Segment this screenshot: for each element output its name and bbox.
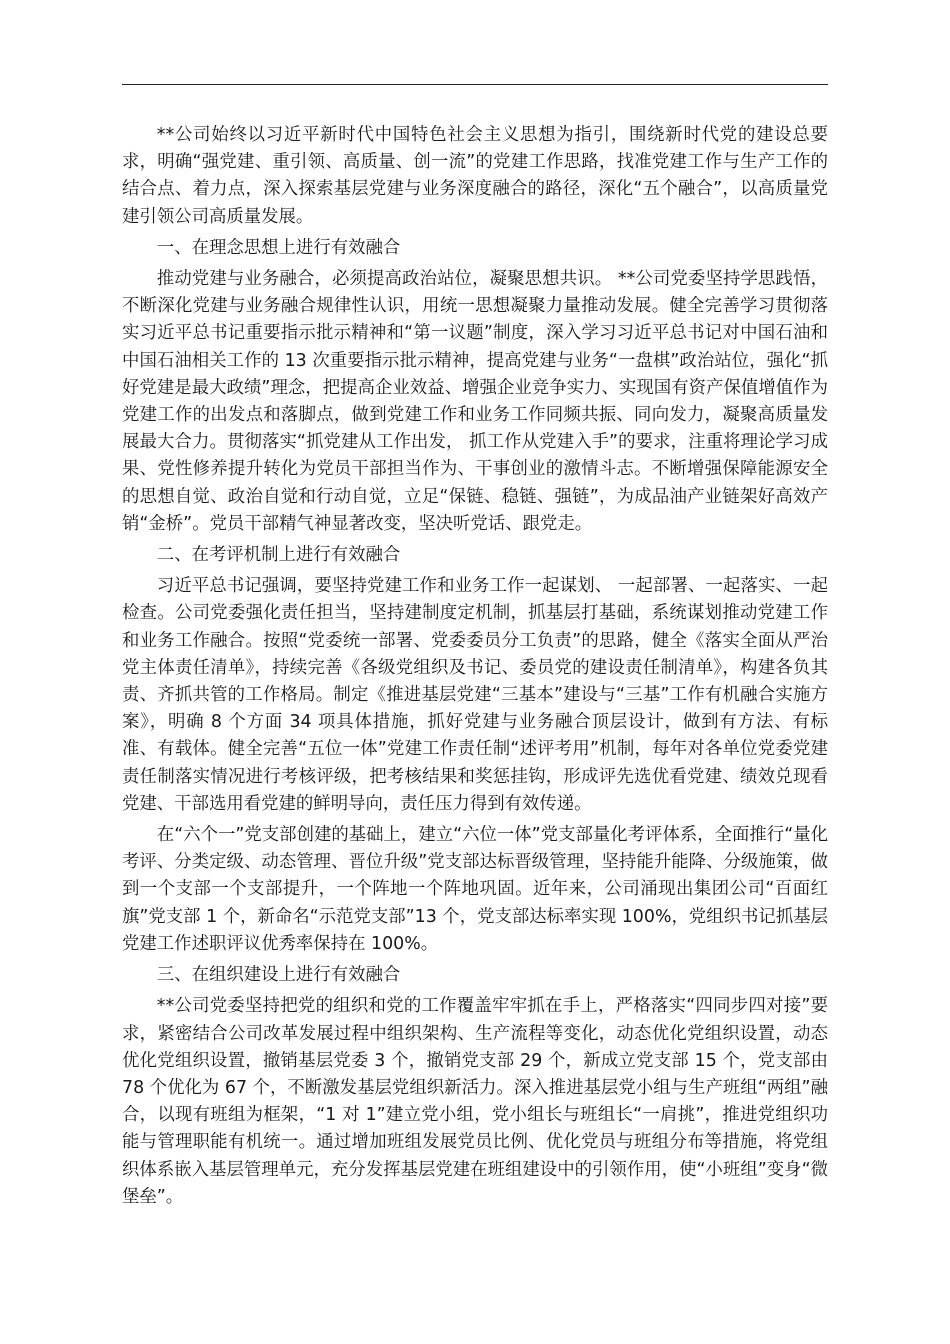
header-rule	[122, 84, 828, 85]
document-body	[122, 122, 828, 1211]
section-heading-3: 三、在组织建设上进行有效融合	[156, 965, 401, 986]
section-heading-1: 一、在理念思想上进行有效融合	[156, 237, 401, 258]
section-2-paragraph-1: 习近平总书记强调，要坚持党建工作和业务工作一起谋划、 一起部署、一起落实、一起检查。公司党委强化责任担当，坚持建制度定机制，抓基层打基础，系统谋划推动党建工作和业务工作融合。按照“党委统一部署、党委委员分工负责”的思路，健全《落实全面从严治党主体责任清单》，持续完善《各级党组织及书记、委员党的建设责任制清单》，构建各负其责、齐抓共管的工作格局。制定《推进基层党建“三基本”建设与“三基”工作有机融合实施方案》，明确 8 个方面 34 项具体措施，抓好党建与业务融合顶层设计，做到有方法、有标准、有载体。健全完善“五位一体”党建工作责任制“述评考用”机制，每年对各单位党委党建责任制落实情况进行考核评级，把考核结果和奖惩挂钩，形成评先选优看党建、绩效兑现看党建、干部选用看党建的鲜明导向，责任压力得到有效传递。	[122, 576, 828, 814]
intro-paragraph: **公司始终以习近平新时代中国特色社会主义思想为指引，围绕新时代党的建设总要求，明确“强党建、重引领、高质量、创一流”的党建工作思路，找准党建工作与生产工作的结合点、着力点，深入探索基层党建与业务深度融合的路径，深化“五个融合”，以高质量党建引领公司高质量发展。	[122, 125, 828, 227]
section-3-paragraph: **公司党委坚持把党的组织和党的工作覆盖牢牢抓在手上，严格落实“四同步四对接”要求，紧密结合公司改革发展过程中组织架构、生产流程等变化，动态优化党组织设置，动态优化党组织设置，撤销基层党委 3 个，撤销党支部 29 个，新成立党支部 15 个，党支部由 78 个优化为 67 个，不断激发基层党组织新活力。深入推进基层党小组与生产班组“两组”融合，以现有班组为框架，“1 对 1”建立党小组，党小组长与班组长“一肩挑”，推进党组织功能与管理职能有机统一。通过增加班组发展党员比例、优化党员与班组分布等措施，将党组织体系嵌入基层管理单元，充分发挥基层党建在班组建设中的引领作用，使“小班组”变身“微堡垒”。	[122, 996, 828, 1207]
section-heading-2: 二、在考评机制上进行有效融合	[156, 545, 401, 566]
section-1-paragraph: 推动党建与业务融合，必须提高政治站位，凝聚思想共识。 **公司党委坚持学思践悟，不断深化党建与业务融合规律性认识，用统一思想凝聚力量推动发展。健全完善学习贯彻落实习近平总书记重要指示批示精神和“第一议题”制度，深入学习习近平总书记对中国石油和中国石油相关工作的 13 次重要指示批示精神，提高党建与业务“一盘棋”政治站位，强化“抓好党建是最大政绩”理念，把提高企业效益、增强企业竞争实力、实现国有资产保值增值作为党建工作的出发点和落脚点，做到党建工作和业务工作同频共振、同向发力，凝聚高质量发展最大合力。贯彻落实“抓党建从工作出发， 抓工作从党建入手”的要求，注重将理论学习成果、党性修养提升转化为党员干部担当作为、干事创业的激情斗志。不断增强保障能源安全的思想自觉、政治自觉和行动自觉，立足“保链、稳链、强链”，为成品油产业链架好高效产销“金桥”。党员干部精气神显著改变，坚决听党话、跟党走。	[122, 269, 828, 534]
section-2-paragraph-2: 在“六个一”党支部创建的基础上，建立“六位一体”党支部量化考评体系，全面推行“量化考评、分类定级、动态管理、晋位升级”党支部达标晋级管理，坚持能升能降、分级施策，做到一个支部一个支部提升，一个阵地一个阵地巩固。近年来，公司涌现出集团公司“百面红旗”党支部 1 个，新命名“示范党支部”13 个，党支部达标率实现 100%，党组织书记抓基层党建工作述职评议优秀率保持在 100%。	[122, 825, 828, 954]
